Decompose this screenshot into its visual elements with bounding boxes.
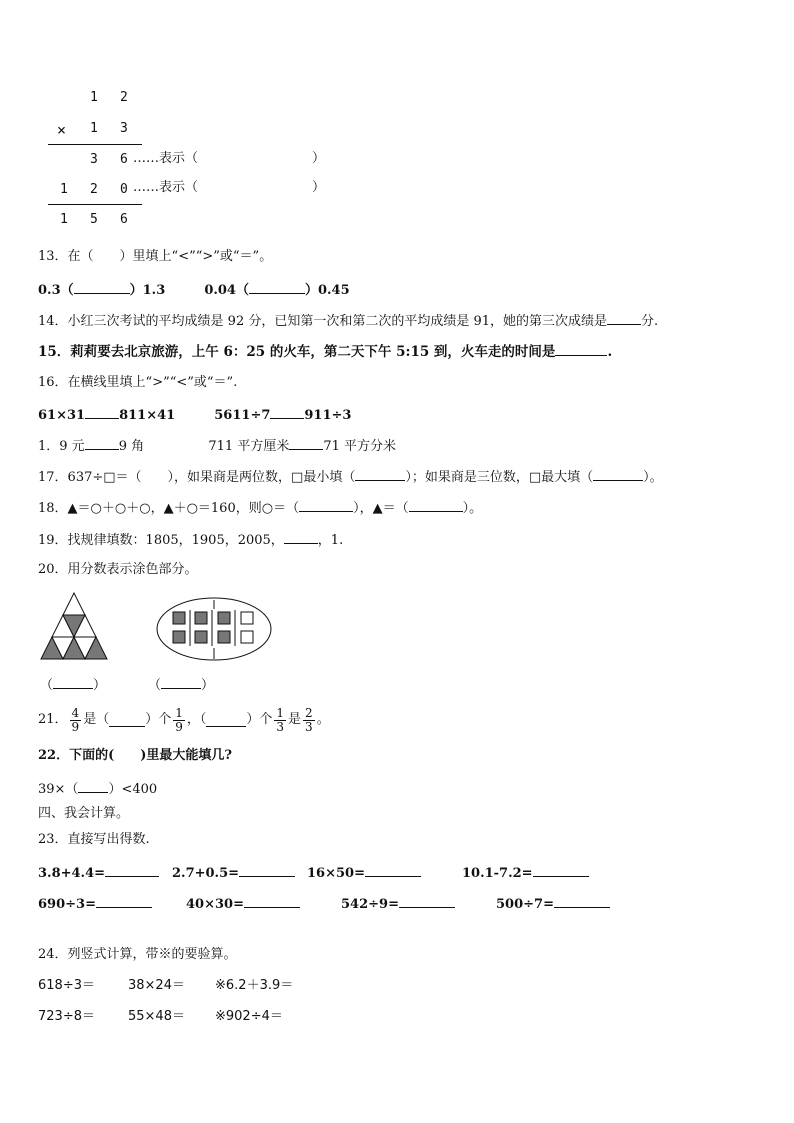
mult-row3-digit: 6 (120, 152, 128, 167)
square-shaded (218, 631, 230, 643)
q19-p1: 19．找规律填数：1805，1905，2005， (38, 533, 284, 548)
fraction (70, 707, 82, 734)
q21-blank2[interactable] (206, 714, 246, 727)
q16-b-left: 5611÷7 (214, 408, 271, 423)
q13-b-blank[interactable] (249, 281, 305, 294)
q21-t2: ）个 (145, 712, 172, 727)
denominator: 3 (305, 719, 313, 734)
q23-item (38, 895, 152, 913)
q23-expr: 690÷3= (38, 897, 96, 912)
q24-title: 24．列竖式计算，带※的要验算。 (38, 947, 237, 962)
q23-item (38, 864, 159, 882)
q16-b-right: 911÷3 (304, 408, 352, 423)
mult-row5-digit: 6 (120, 212, 128, 227)
q20-blank1[interactable] (53, 676, 93, 689)
mult-row4-digit: 0 (120, 182, 128, 197)
q21-t6: 。 (316, 712, 330, 727)
q14 (38, 312, 658, 330)
q23-blank[interactable] (239, 864, 295, 877)
q19-p2: ，1. (317, 533, 344, 548)
triangle-figure (40, 592, 108, 662)
q22-expr (38, 780, 157, 798)
q24-item: ※6.2＋3.9＝ (215, 978, 294, 993)
q23-blank[interactable] (244, 895, 300, 908)
q23-item (186, 895, 300, 913)
q16-c-blank[interactable] (85, 437, 119, 450)
numerator: 4 (71, 705, 80, 720)
q13-items (38, 281, 350, 299)
q21-blank1[interactable] (109, 714, 145, 727)
q13-a-blank[interactable] (74, 281, 130, 294)
section-title: 四、我会计算。 (38, 806, 130, 821)
q21-label: 21． (38, 712, 68, 727)
q16-a-right: 811×41 (119, 408, 176, 423)
q23-blank[interactable] (365, 864, 421, 877)
paren-open: （ (40, 678, 54, 693)
square (241, 631, 253, 643)
q15-text: 15．莉莉要去北京旅游，上午 6：25 的火车，第二天下午 5:15 到，火车走的时间是 (38, 344, 556, 360)
q23-item (172, 864, 295, 882)
q23-blank[interactable] (533, 864, 589, 877)
q16-a-blank[interactable] (85, 406, 119, 419)
q16-row2 (38, 437, 396, 455)
ellipse-squares-figure (155, 596, 273, 662)
triangle-cell (63, 593, 85, 615)
q13-a-left: 0.3（ (38, 283, 74, 298)
q16-row1 (38, 406, 351, 424)
mult-row5-digit: 5 (90, 212, 98, 227)
q22-right: ）<400 (108, 782, 158, 797)
q23-expr: 40×30= (186, 897, 244, 912)
q18-p3: ）。 (462, 501, 483, 516)
q17-blank1[interactable] (355, 468, 405, 481)
square (241, 612, 253, 624)
row3-close: ） (312, 151, 326, 166)
q23-expr: 500÷7= (496, 897, 554, 912)
q16-d-right: 71 平方分米 (323, 439, 397, 454)
numerator: 2 (305, 705, 313, 720)
mult-row3-digit: 3 (90, 152, 98, 167)
q16-title: 16．在横线里填上“>”“<”或“＝”. (38, 375, 238, 390)
numerator: 1 (276, 705, 285, 720)
q20-blank2[interactable] (161, 676, 201, 689)
q16-c-left: 1．9 元 (38, 439, 85, 454)
q24-item: 723÷8＝ (38, 1009, 95, 1024)
q23-expr: 16×50= (307, 866, 365, 881)
fraction (303, 707, 315, 734)
mult-row2-digit: 3 (120, 121, 128, 136)
q24-item: 38×24＝ (128, 978, 185, 993)
q20-title: 20．用分数表示涂色部分。 (38, 562, 198, 577)
q18-p2: ），▲＝（ (353, 501, 409, 516)
q18-p1: 18．▲＝○＋○＋○，▲＋○＝160，则○＝（ (38, 501, 300, 516)
q16-d-blank[interactable] (289, 437, 323, 450)
paren-close: ） (93, 678, 107, 693)
q18-blank1[interactable] (299, 499, 353, 512)
q23-item (496, 895, 610, 913)
row4-note: ……表示（ (133, 180, 199, 195)
divider-line (48, 204, 142, 205)
q19 (38, 531, 343, 549)
q23-blank[interactable] (399, 895, 455, 908)
q16-c-right: 9 角 (118, 439, 145, 454)
mult-row1-digit: 1 (90, 90, 98, 105)
divider-line (48, 144, 142, 145)
denominator: 3 (276, 719, 285, 734)
q17-p3: ）。 (643, 470, 663, 485)
mult-row2-digit: 1 (90, 121, 98, 136)
q22-blank[interactable] (78, 780, 108, 793)
q21-t1: 是（ (83, 712, 110, 727)
q24-item: ※902÷4＝ (215, 1009, 283, 1024)
q20-answer1 (40, 676, 106, 694)
q16-a-left: 61×31 (38, 408, 86, 423)
q23-item (307, 864, 421, 882)
row4-close: ） (312, 180, 326, 195)
row3-note: ……表示（ (133, 151, 199, 166)
q20-answer2 (148, 676, 214, 694)
q24-item: 55×48＝ (128, 1009, 185, 1024)
q13-b-left: 0.04（ (204, 283, 249, 298)
square-shaded (173, 612, 185, 624)
mult-row1-digit: 2 (120, 90, 128, 105)
times-sign: × (57, 121, 67, 139)
q23-expr: 10.1-7.2= (462, 866, 533, 881)
fraction (173, 707, 185, 734)
q16-d-left: 711 平方厘米 (208, 439, 290, 454)
mult-row4-digit: 2 (90, 182, 98, 197)
mult-row4-digit: 1 (60, 182, 68, 197)
square-shaded (195, 612, 207, 624)
square-shaded (173, 631, 185, 643)
q17-blank2[interactable] (593, 468, 643, 481)
mult-row5-digit: 1 (60, 212, 68, 227)
denominator: 9 (175, 719, 183, 734)
paren-close: ） (201, 678, 215, 693)
q14-blank[interactable] (607, 312, 641, 325)
q23-expr: 542÷9= (341, 897, 399, 912)
q15-blank[interactable] (555, 343, 607, 356)
q21-t3: ，（ (186, 712, 207, 727)
q23-blank[interactable] (96, 895, 152, 908)
q21 (38, 702, 330, 738)
q23-item (341, 895, 455, 913)
q24-item: 618÷3＝ (38, 978, 95, 993)
q23-title: 23．直接写出得数. (38, 832, 150, 847)
q23-expr: 2.7+0.5= (172, 866, 240, 881)
q21-t4: ）个 (246, 712, 273, 727)
q22-title: 22．下面的( )里最大能填几? (38, 748, 233, 763)
q17 (38, 468, 663, 486)
square-shaded (218, 612, 230, 624)
q23-item (462, 864, 589, 882)
q14-text: 14．小红三次考试的平均成绩是 92 分，已知第一次和第二次的平均成绩是 91，她的第三次成绩是 (38, 314, 608, 329)
numerator: 1 (175, 705, 183, 720)
q13-title: 13．在（ ）里填上“<”“>”或“＝”。 (38, 249, 273, 264)
q18-blank2[interactable] (409, 499, 463, 512)
fraction (274, 707, 286, 734)
q14-tail: 分. (641, 314, 659, 329)
q15 (38, 343, 612, 360)
q18 (38, 499, 482, 517)
q15-tail: . (607, 344, 613, 360)
q21-t5: 是 (288, 712, 302, 727)
q23-blank[interactable] (105, 864, 159, 877)
denominator: 9 (71, 719, 80, 734)
q13-a-right: ）1.3 (129, 283, 166, 298)
q19-blank[interactable] (284, 531, 318, 544)
q16-b-blank[interactable] (270, 406, 304, 419)
square-shaded (195, 631, 207, 643)
q23-blank[interactable] (554, 895, 610, 908)
q22-left: 39×（ (38, 782, 79, 797)
q17-p1: 17．637÷□＝（ ），如果商是两位数，□最小填（ (38, 470, 356, 485)
q23-expr: 3.8+4.4= (38, 866, 106, 881)
q13-b-right: ）0.45 (304, 283, 350, 298)
paren-open: （ (148, 678, 162, 693)
q17-p2: ）；如果商是三位数，□最大填（ (405, 470, 594, 485)
